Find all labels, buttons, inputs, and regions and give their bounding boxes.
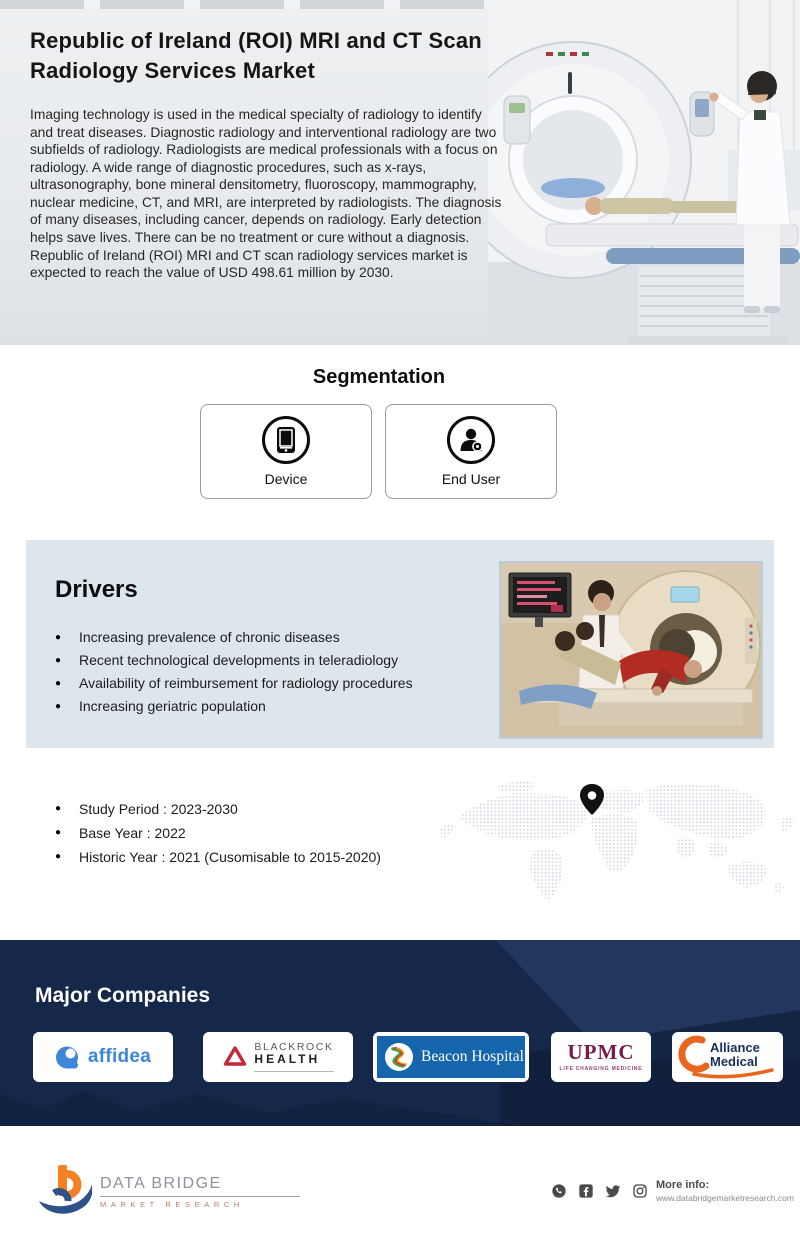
brand-name: DATA BRIDGE (100, 1175, 300, 1197)
data-bridge-logo (36, 1163, 92, 1221)
blackrock-label-line2: HEALTH (254, 1052, 321, 1067)
more-info-label: More info: (656, 1179, 710, 1191)
driver-item: ● Recent technological developments in teleradiology (55, 649, 413, 672)
affidea-label: affidea (87, 1046, 152, 1067)
drivers-panel (26, 540, 774, 748)
bullet-icon: ● (55, 655, 62, 666)
upmc-tagline: LIFE CHANGING MEDICINE (559, 1066, 643, 1072)
twitter-icon[interactable] (605, 1183, 621, 1199)
major-companies-section (0, 940, 800, 1126)
segmentation-heading: Segmentation (312, 366, 446, 388)
study-info-list (55, 797, 381, 869)
brand-subtitle: MARKET RESEARCH (100, 1200, 244, 1209)
footer-brand-text (100, 1175, 300, 1209)
blackrock-label-line1: BLACKROCK (254, 1041, 334, 1054)
blackrock-icon (222, 1044, 248, 1070)
segment-label-end-user: End User (441, 471, 501, 487)
company-logo-alliance-medical (672, 1032, 783, 1082)
beacon-label: Beacon Hospital (421, 1048, 524, 1065)
study-item: ● Base Year : 2022 (55, 821, 381, 845)
company-logo-beacon-hospital (373, 1032, 529, 1082)
website-link[interactable]: www.databridgemarketresearch.com (656, 1193, 794, 1203)
bullet-icon: ● (55, 678, 62, 689)
company-logo-upmc (551, 1032, 651, 1082)
bullet-icon: ● (55, 827, 62, 838)
tablet-device-icon (262, 416, 310, 464)
major-companies-heading: Major Companies (35, 984, 211, 1007)
segment-label-device: Device (264, 471, 308, 487)
driver-item: ● Increasing geriatric population (55, 695, 413, 718)
alliance-label-line2: Medical (710, 1054, 758, 1070)
bullet-icon: ● (55, 632, 62, 643)
beacon-icon (383, 1041, 415, 1073)
user-gear-icon (447, 416, 495, 464)
alliance-label-line1: Alliance (710, 1040, 760, 1055)
study-item: ● Historic Year : 2021 (Cusomisable to 2015-2020) (55, 845, 381, 869)
mri-room-photo (499, 561, 763, 739)
more-info-block (656, 1179, 794, 1203)
ct-scanner-photo (488, 0, 800, 345)
upmc-label: UPMC (567, 1040, 635, 1064)
segment-card-device (200, 404, 372, 499)
beacon-banner (377, 1036, 525, 1078)
hero-section (0, 0, 800, 345)
page-title: Republic of Ireland (ROI) MRI and CT Scan Radiology Services Market (30, 28, 482, 84)
driver-item: ● Increasing prevalence of chronic diseases (55, 626, 413, 649)
company-logo-blackrock-health (203, 1032, 353, 1082)
study-item: ● Study Period : 2023-2030 (55, 797, 381, 821)
drivers-heading: Drivers (55, 576, 138, 603)
hero-description: Imaging technology is used in the medical specialty of radiology to identify and treat diseases. Diagnostic radiology and interventional radiology are two subfields of radiology. Radiologists are medical professionals with a focus on radiology. A wide range of diagnostic procedures, such as x-rays, ultrasonography, bone mineral densitometry, fluoroscopy, mammography, nuclear medicine, CT, and MRI, are interpreted by radiologists. The diagnosis of many diseases, including cancer, depends on radiology. Early detection helps save lives. There can be no treatment or cure without a diagnosis. Republic of Ireland (ROI) MRI and CT scan radiology services market is expected to reach the value of USD 498.61 million by 2030. (30, 107, 502, 281)
facebook-icon[interactable] (578, 1183, 594, 1199)
affidea-icon (55, 1044, 81, 1070)
segment-card-end-user (385, 404, 557, 499)
whatsapp-icon[interactable] (551, 1183, 567, 1199)
company-logo-affidea (33, 1032, 173, 1082)
social-icons-row (551, 1183, 648, 1199)
bullet-icon: ● (55, 701, 62, 712)
drivers-list (55, 626, 413, 718)
instagram-icon[interactable] (632, 1183, 648, 1199)
bullet-icon: ● (55, 803, 62, 814)
bullet-icon: ● (55, 851, 62, 862)
driver-item: ● Availability of reimbursement for radiology procedures (55, 672, 413, 695)
background-shape (0, 1080, 520, 1126)
world-map (440, 760, 796, 920)
